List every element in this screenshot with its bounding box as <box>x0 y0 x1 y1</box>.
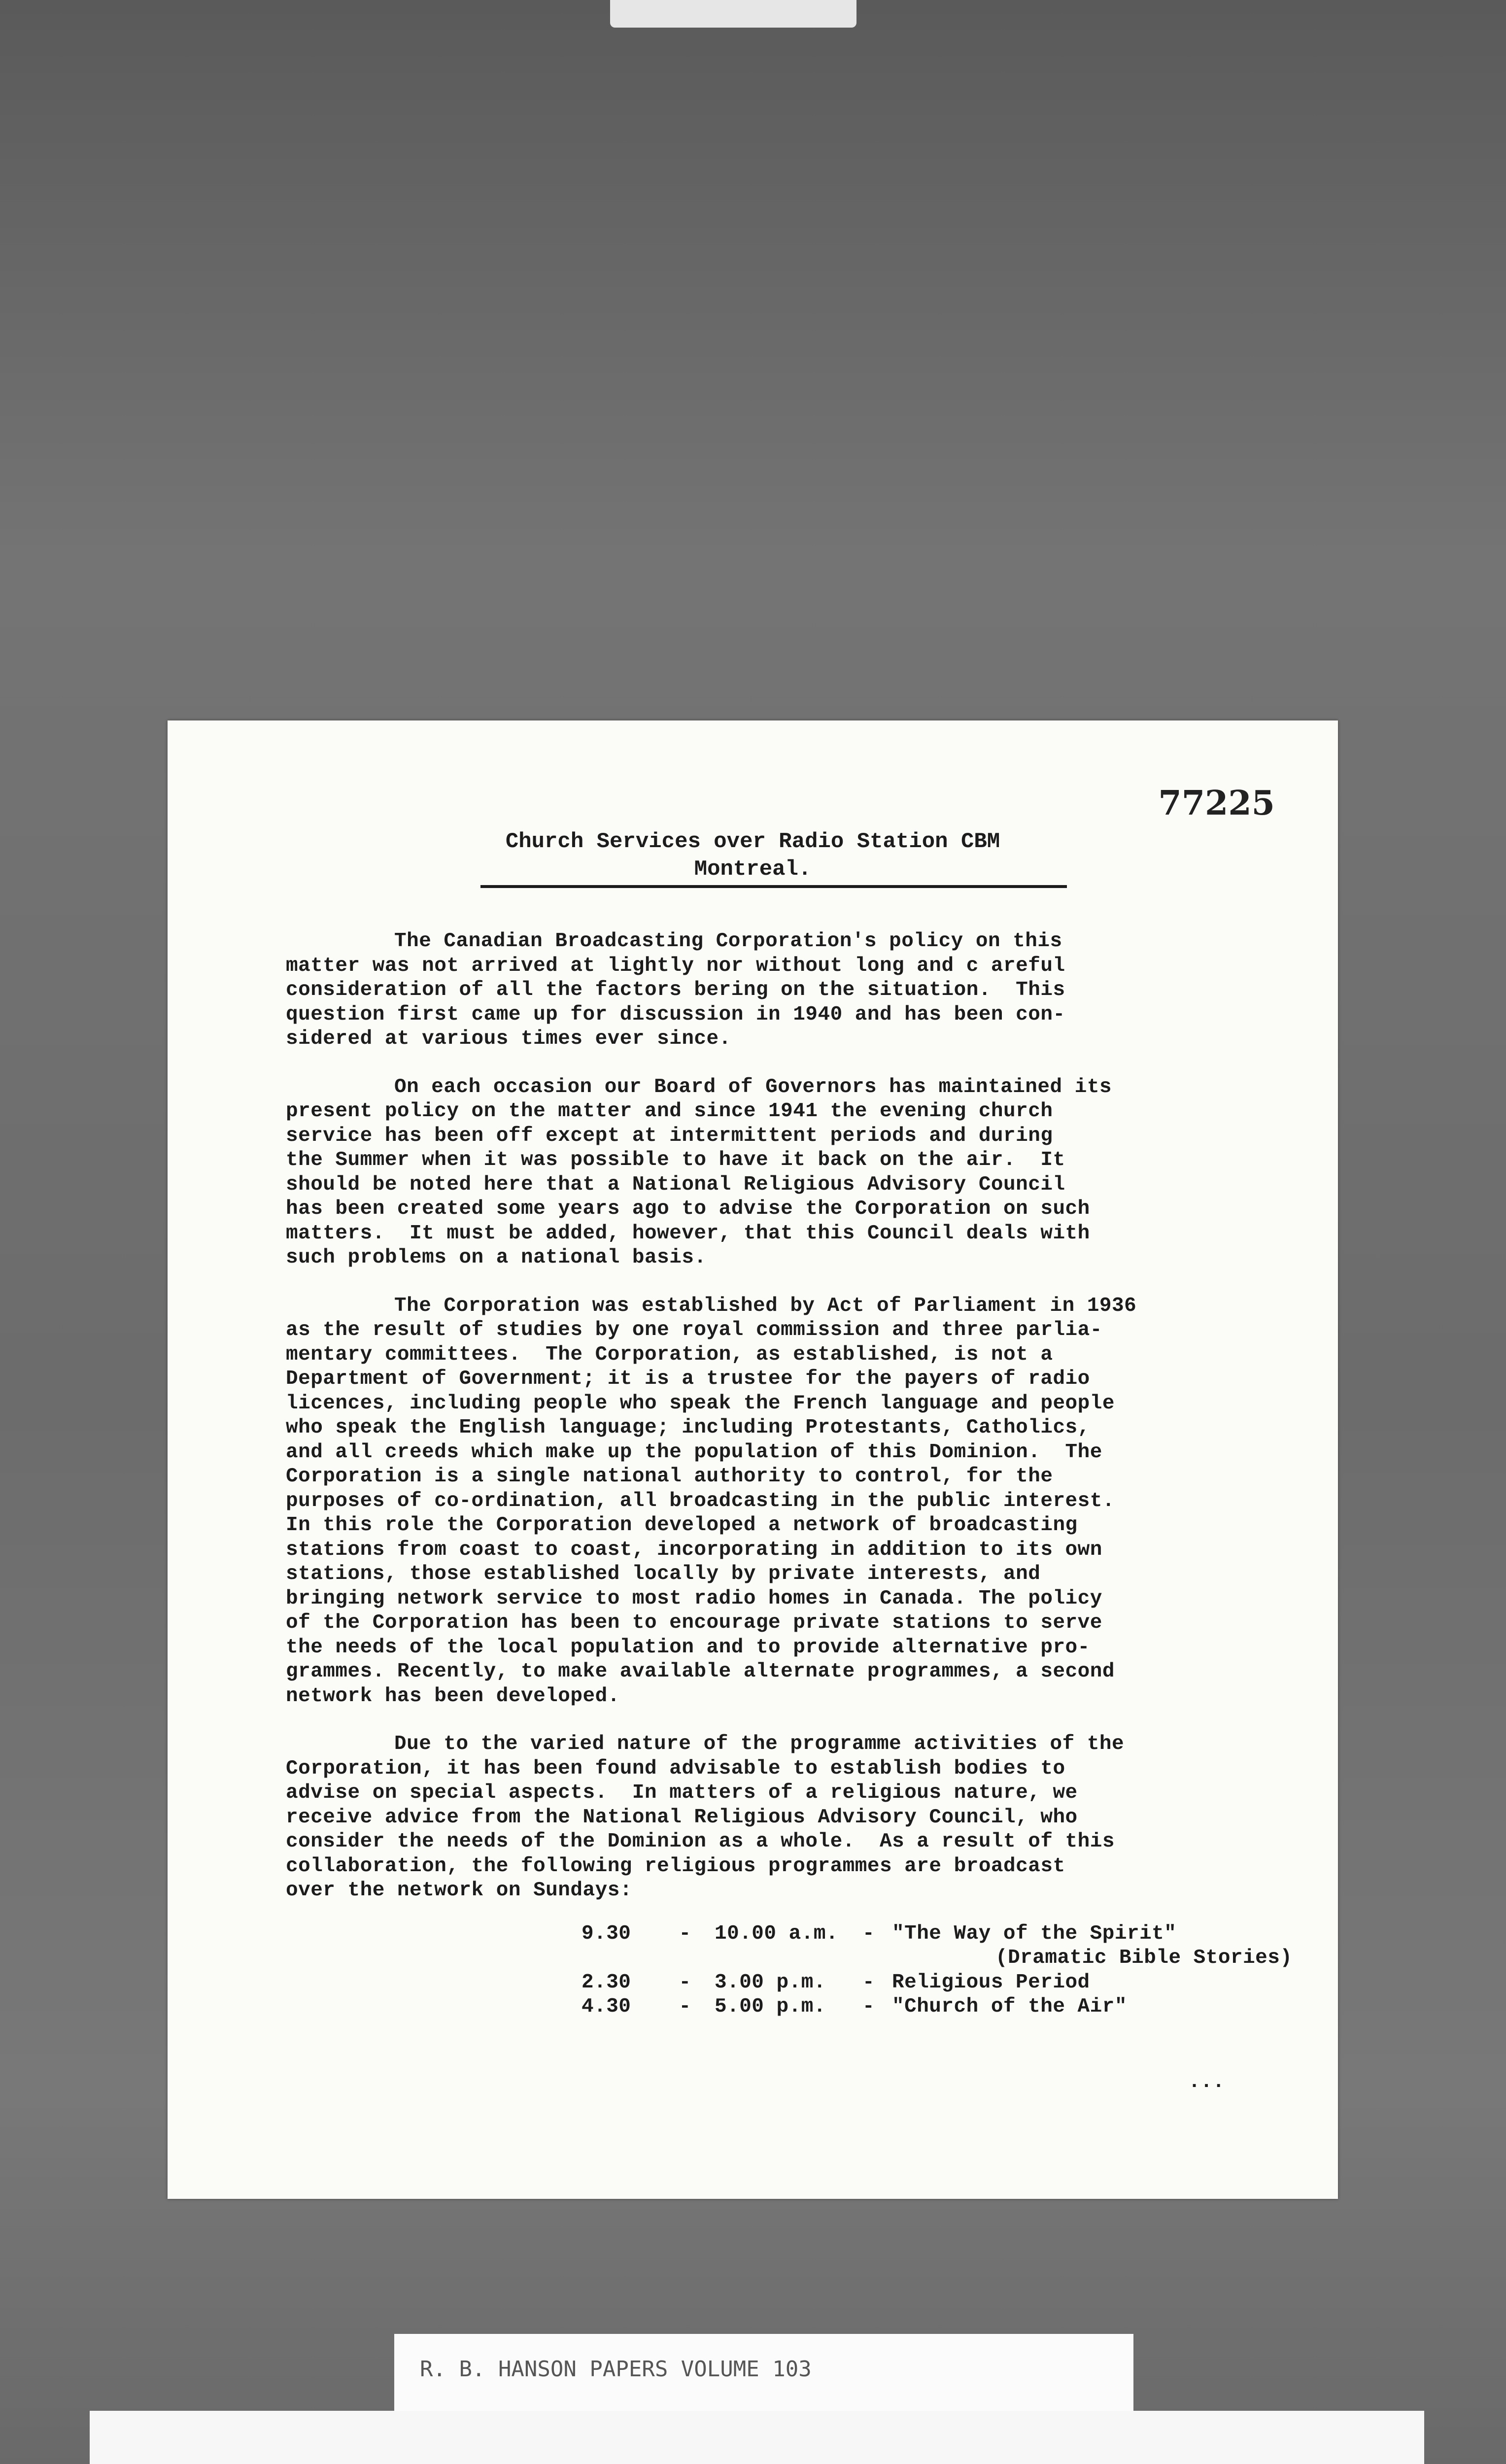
text-line: Corporation is a single national authority to control, for the <box>286 1465 1053 1488</box>
text-line: over the network on Sundays: <box>286 1879 632 1902</box>
text-line: question first came up for discussion in 1940 and has been con- <box>286 1003 1065 1026</box>
text-line: advise on special aspects. In matters of a religious nature, we <box>286 1781 1078 1804</box>
schedule-row <box>582 1971 1301 1995</box>
text-line: matter was not arrived at lightly nor without long and c areful <box>286 954 1065 977</box>
text-line: Corporation, it has been found advisable to establish bodies to <box>286 1757 1065 1780</box>
title-line-2: Montreal. <box>694 857 812 882</box>
paragraph <box>286 1075 1301 1270</box>
text-line: The Canadian Broadcasting Corporation's policy on this <box>394 930 1062 953</box>
paragraph <box>286 1294 1301 1709</box>
schedule-dash: - <box>862 1922 875 1945</box>
document-body <box>286 929 1301 2019</box>
schedule-end-time: 3.00 p.m. <box>715 1971 826 1994</box>
text-line: licences, including people who speak the French language and people <box>286 1392 1115 1415</box>
text-line: bringing network service to most radio homes in Canada. The policy <box>286 1587 1102 1610</box>
paragraphs-container <box>286 929 1301 1903</box>
text-line: as the result of studies by one royal commission and three parlia- <box>286 1319 1102 1341</box>
schedule-program-name: Religious Period <box>892 1971 1090 1994</box>
text-line: mentary committees. The Corporation, as established, is not a <box>286 1343 1053 1366</box>
archives-card <box>90 2411 1424 2464</box>
title-line-1: Church Services over Radio Station CBM <box>505 829 1000 854</box>
schedule-start-time: 4.30 <box>582 1995 631 2018</box>
volume-label <box>394 2334 1133 2417</box>
text-line: Due to the varied nature of the programme activities of the <box>394 1733 1125 1755</box>
volume-label-text: R. B. HANSON PAPERS VOLUME 103 <box>420 2357 812 2382</box>
binder-clip <box>610 0 856 28</box>
schedule-end-time: 10.00 a.m. <box>715 1922 839 1945</box>
text-line: should be noted here that a National Religious Advisory Council <box>286 1173 1065 1196</box>
text-line: of the Corporation has been to encourage private stations to serve <box>286 1611 1102 1634</box>
text-line: the Summer when it was possible to have it back on the air. It <box>286 1149 1065 1171</box>
schedule-program-name: "The Way of the Spirit" <box>892 1922 1177 1945</box>
document-title <box>168 828 1338 883</box>
text-line: consideration of all the factors bering on the situation. This <box>286 979 1065 1001</box>
schedule-end-time: 5.00 p.m. <box>715 1995 826 2018</box>
text-line: Department of Government; it is a trustee for the payers of radio <box>286 1368 1090 1390</box>
schedule-program-subtitle: (Dramatic Bible Stories) <box>995 1947 1293 1969</box>
text-line: the needs of the local population and to provide alternative pro- <box>286 1636 1090 1659</box>
text-line: matters. It must be added, however, that this Council deals with <box>286 1222 1090 1245</box>
text-line: such problems on a national basis. <box>286 1246 707 1269</box>
text-line: The Corporation was established by Act of Parliament in 1936 <box>394 1294 1137 1317</box>
text-line: purposes of co-ordination, all broadcasting in the public interest. <box>286 1489 1115 1512</box>
text-line: has been created some years ago to advise the Corporation on such <box>286 1198 1090 1220</box>
paragraph <box>286 929 1301 1052</box>
text-line: In this role the Corporation developed a network of broadcasting <box>286 1514 1078 1537</box>
text-line: On each occasion our Board of Governors has maintained its <box>394 1075 1112 1098</box>
schedule-program-name: "Church of the Air" <box>892 1995 1127 2018</box>
schedule-start-time: 9.30 <box>582 1922 631 1945</box>
continuation-marker: ... <box>1188 2071 1225 2093</box>
paragraph <box>286 1732 1301 1903</box>
title-underline <box>480 885 1067 888</box>
text-line: consider the needs of the Dominion as a whole. As a result of this <box>286 1830 1115 1853</box>
text-line: grammes. Recently, to make available alternate programmes, a second <box>286 1660 1115 1683</box>
schedule-row <box>582 1922 1301 1947</box>
page-number: 77225 <box>1158 784 1275 823</box>
text-line: sidered at various times ever since. <box>286 1027 731 1050</box>
text-line: service has been off except at intermittent periods and during <box>286 1124 1053 1147</box>
text-line: collaboration, the following religious programmes are broadcast <box>286 1854 1065 1878</box>
text-line: stations from coast to coast, incorporating in addition to its own <box>286 1538 1102 1561</box>
document-page <box>168 720 1338 2199</box>
text-line: receive advice from the National Religious Advisory Council, who <box>286 1806 1078 1829</box>
text-line: network has been developed. <box>286 1684 620 1708</box>
text-line: who speak the English language; including Protestants, Catholics, <box>286 1416 1090 1439</box>
text-line: present policy on the matter and since 1941 the evening church <box>286 1100 1053 1123</box>
program-schedule <box>582 1922 1301 2019</box>
schedule-start-time: 2.30 <box>582 1971 631 1994</box>
schedule-row <box>582 1995 1301 2019</box>
text-line: stations, those established locally by private interests, and <box>286 1563 1041 1585</box>
schedule-dash: - <box>862 1971 875 1994</box>
schedule-dash: - <box>679 1995 691 2018</box>
schedule-dash: - <box>679 1971 691 1994</box>
text-line: and all creeds which make up the population of this Dominion. The <box>286 1440 1102 1464</box>
schedule-dash: - <box>679 1922 691 1945</box>
schedule-dash: - <box>862 1995 875 2018</box>
